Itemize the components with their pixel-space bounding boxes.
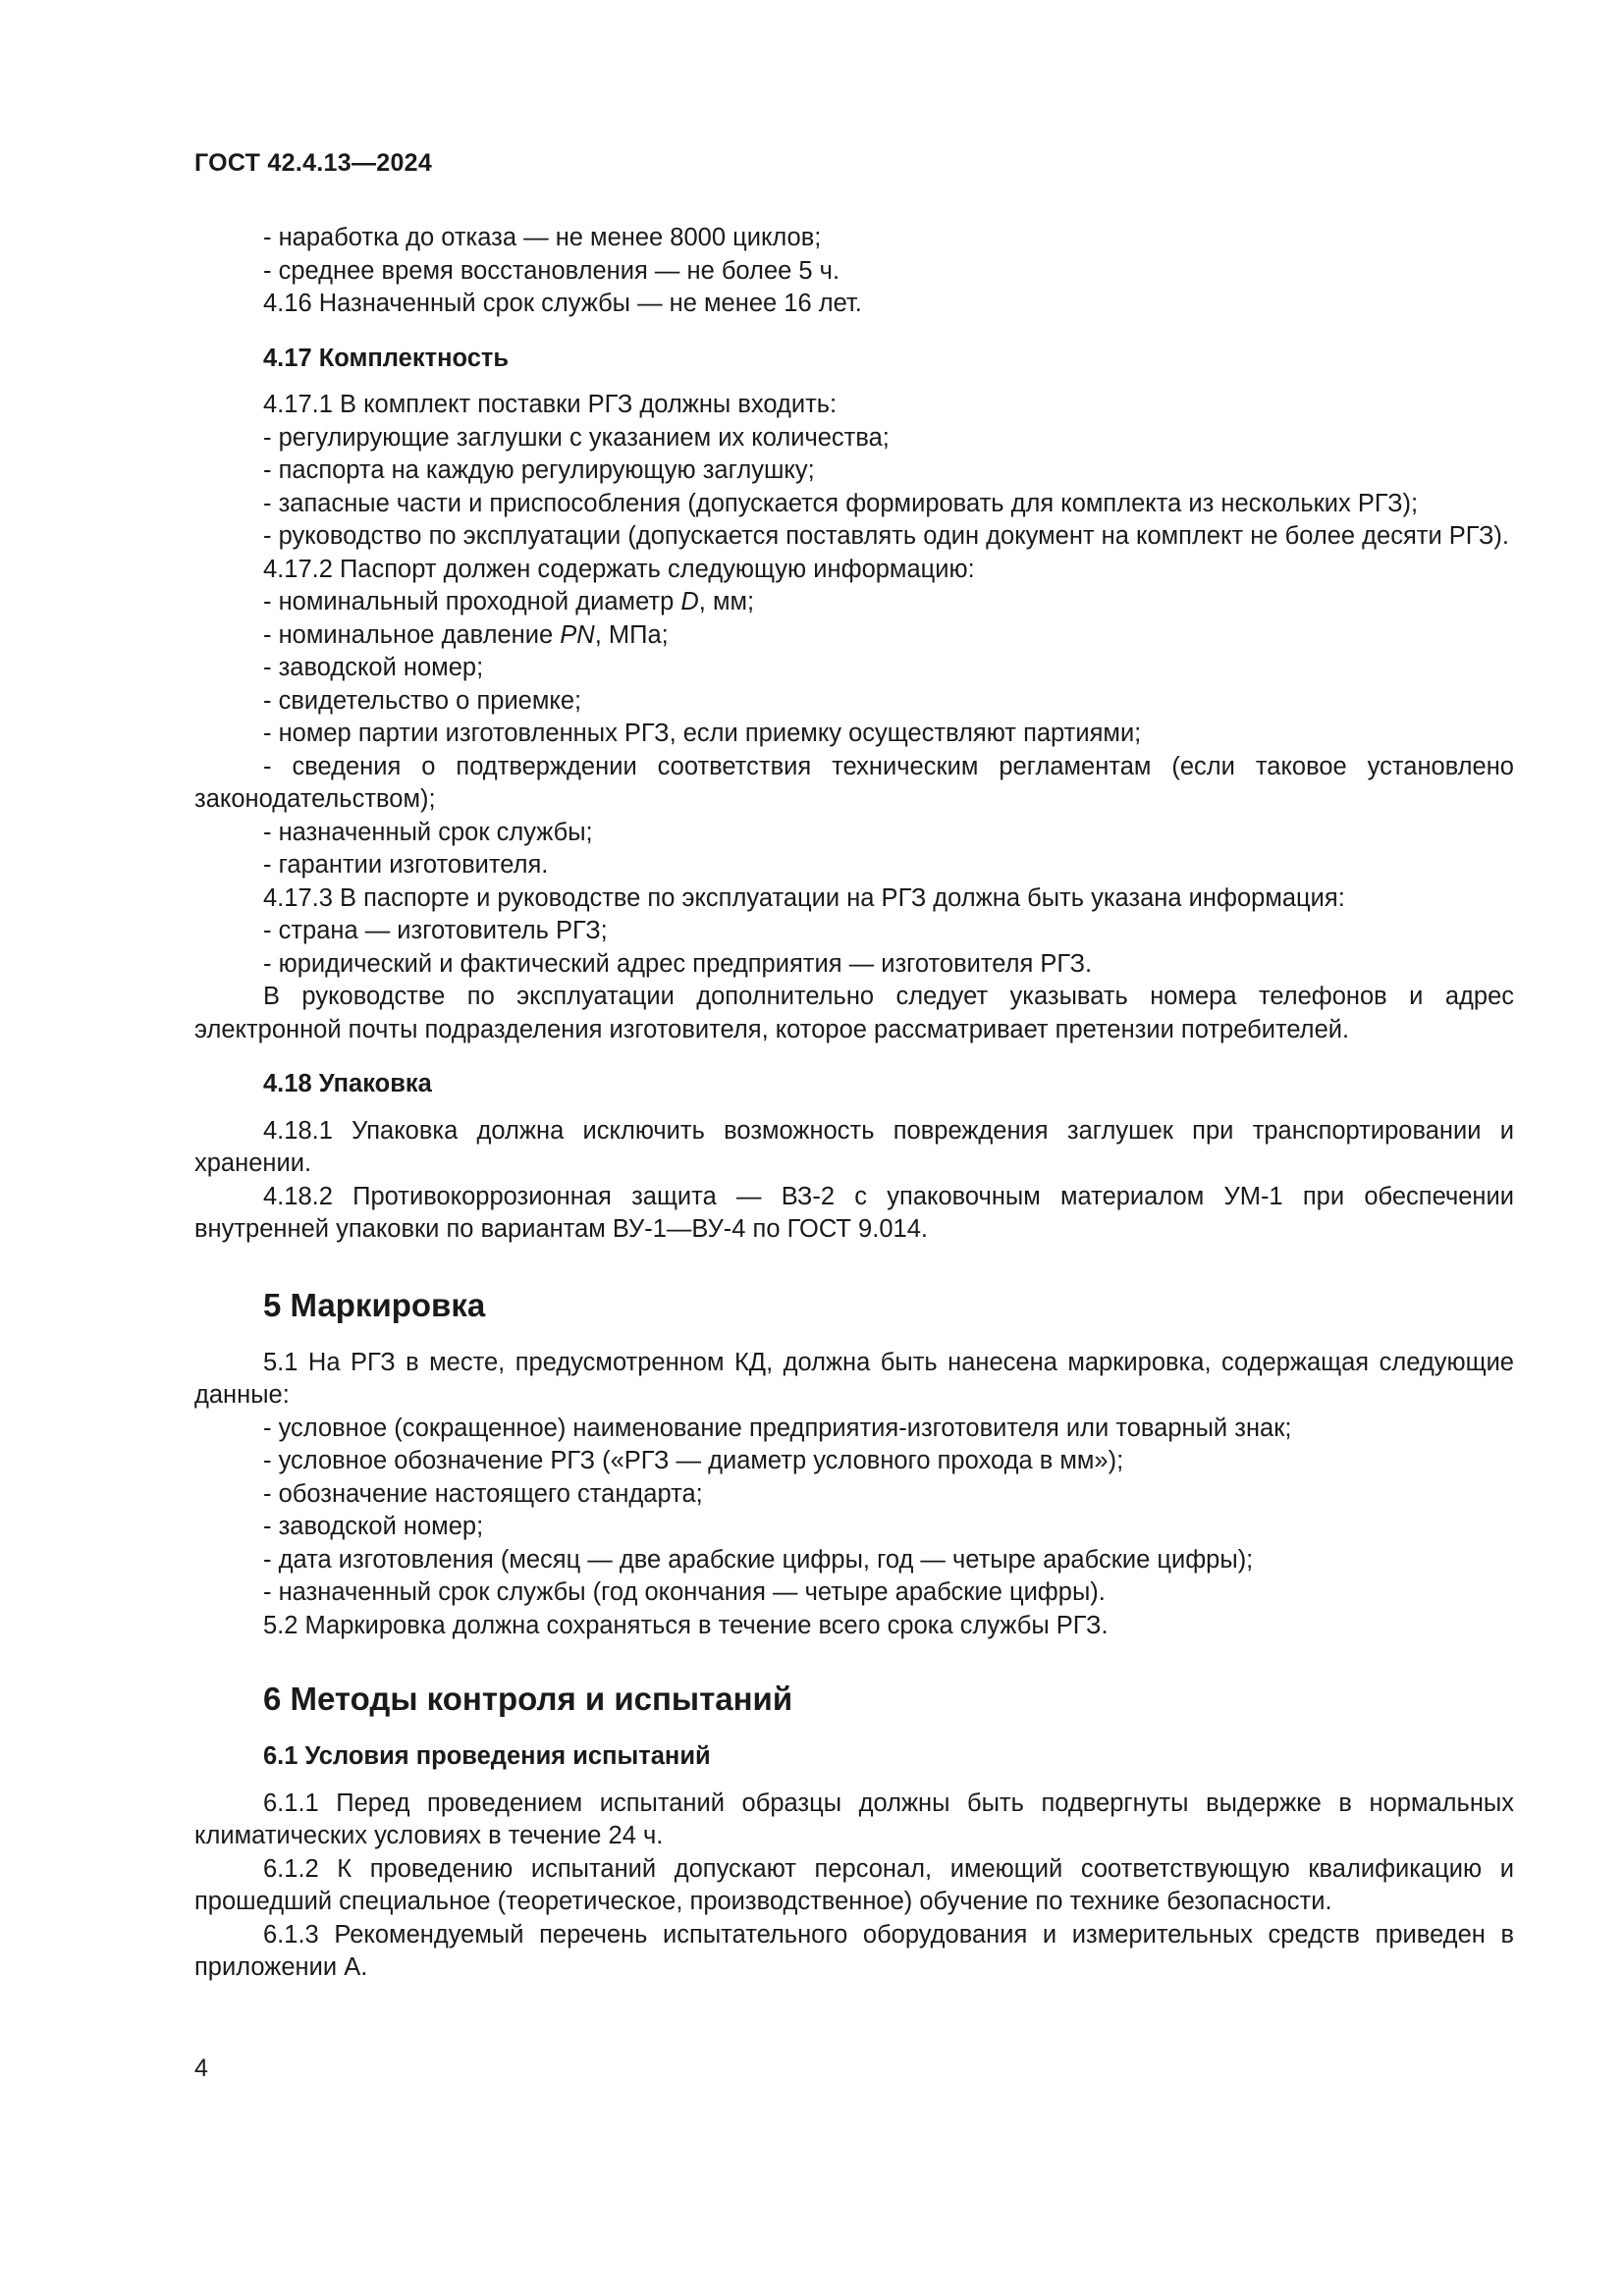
list-item: - запасные части и приспособления (допускается формировать для комплекта из нескольких РГЗ); bbox=[263, 489, 1419, 517]
section-heading-6-1: 6.1 Условия проведения испытаний bbox=[263, 1742, 711, 1770]
document-header: ГОСТ 42.4.13—2024 bbox=[194, 149, 433, 177]
list-item: - среднее время восстановления — не более 5 ч. bbox=[263, 256, 840, 285]
clause-4-17-1: 4.17.1 В комплект поставки РГЗ должны входить: bbox=[263, 391, 838, 418]
clause-5-2: 5.2 Маркировка должна сохраняться в течение всего срока службы РГЗ. bbox=[263, 1611, 1109, 1639]
clause-6-1-1: 6.1.1 Перед проведением испытаний образцы должны быть подвергнуты выдержке в нормальных климатических условиях в течение 24 ч. bbox=[194, 1789, 1514, 1849]
list-item: - регулирующие заглушки с указанием их количества; bbox=[263, 423, 890, 452]
symbol-pn: PN bbox=[560, 620, 595, 649]
list-item: - номер партии изготовленных РГЗ, если приемку осуществляют партиями; bbox=[263, 720, 1142, 747]
clause-4-17-3: 4.17.3 В паспорте и руководстве по эксплуатации на РГЗ должна быть указана информация: bbox=[263, 883, 1345, 912]
section-heading-5: 5 Маркировка bbox=[263, 1286, 486, 1323]
list-item: - дата изготовления (месяц — две арабские цифры, год — четыре арабские цифры); bbox=[263, 1545, 1254, 1574]
section-heading-4-17: 4.17 Комплектность bbox=[263, 344, 510, 372]
list-item bbox=[194, 586, 1514, 619]
list-item: - обозначение настоящего стандарта; bbox=[263, 1479, 703, 1508]
list-item: - гарантии изготовителя. bbox=[263, 851, 549, 879]
paragraph: В руководстве по эксплуатации дополнительно следует указывать номера телефонов и адрес электронной почты подразделения изготовителя, которое рассматривает претензии потребителей. bbox=[194, 983, 1514, 1043]
clause-6-1-3: 6.1.3 Рекомендуемый перечень испытательного оборудования и измерительных средств приведен в приложении А. bbox=[194, 1920, 1514, 1981]
list-item-text: - номинальный проходной диаметр bbox=[263, 588, 681, 615]
clause-5-1: 5.1 На РГЗ в месте, предусмотренном КД, должна быть нанесена маркировка, содержащая следующие данные: bbox=[194, 1348, 1514, 1409]
list-item: - наработка до отказа — не менее 8000 циклов; bbox=[263, 224, 822, 251]
list-item-text: - номинальное давление bbox=[263, 620, 561, 649]
list-item-unit: , МПа; bbox=[594, 620, 669, 649]
list-item: - назначенный срок службы (год окончания — четыре арабские цифры). bbox=[263, 1578, 1106, 1606]
list-item: - заводской номер; bbox=[263, 1513, 484, 1540]
clause-4-16: 4.16 Назначенный срок службы — не менее 16 лет. bbox=[263, 290, 862, 317]
document-body bbox=[194, 222, 1514, 1985]
list-item: - паспорта на каждую регулирующую заглушку; bbox=[263, 456, 815, 484]
list-item: - назначенный срок службы; bbox=[263, 818, 593, 846]
list-item: - сведения о подтверждении соответствия техническим регламентам (если таковое установлено законодательством); bbox=[194, 752, 1514, 813]
list-item-unit: , мм; bbox=[698, 588, 755, 615]
list-item bbox=[194, 619, 1514, 653]
list-item: - свидетельство о приемке; bbox=[263, 686, 582, 715]
clause-4-18-2: 4.18.2 Противокоррозионная защита — ВЗ-2 с упаковочным материалом УМ-1 при обеспечении внутренней упаковки по вариантам ВУ-1—ВУ-4 по ГОСТ 9.014. bbox=[194, 1182, 1514, 1243]
page-number: 4 bbox=[194, 2055, 208, 2082]
section-heading-4-18: 4.18 Упаковка bbox=[263, 1070, 432, 1097]
list-item: - условное (сокращенное) наименование предприятия-изготовителя или товарный знак; bbox=[263, 1414, 1292, 1442]
clause-4-17-2: 4.17.2 Паспорт должен содержать следующую информацию: bbox=[263, 555, 975, 583]
section-heading-6: 6 Методы контроля и испытаний bbox=[263, 1681, 793, 1717]
list-item: - юридический и фактический адрес предприятия — изготовителя РГЗ. bbox=[263, 949, 1093, 978]
list-item: - условное обозначение РГЗ («РГЗ — диаметр условного прохода в мм»); bbox=[263, 1447, 1124, 1474]
list-item: - страна — изготовитель РГЗ; bbox=[263, 917, 608, 944]
symbol-d: D bbox=[680, 588, 699, 615]
list-item: - заводской номер; bbox=[263, 654, 484, 681]
list-item: - руководство по эксплуатации (допускается поставлять один документ на комплект не более десяти РГЗ). bbox=[263, 522, 1510, 550]
clause-6-1-2: 6.1.2 К проведению испытаний допускают персонал, имеющий соответствующую квалификацию и прошедший специальное (теоретическое, производственное) обучение по технике безопасности. bbox=[194, 1854, 1514, 1915]
clause-4-18-1: 4.18.1 Упаковка должна исключить возможность повреждения заглушек при транспортировании и хранении. bbox=[194, 1116, 1514, 1177]
